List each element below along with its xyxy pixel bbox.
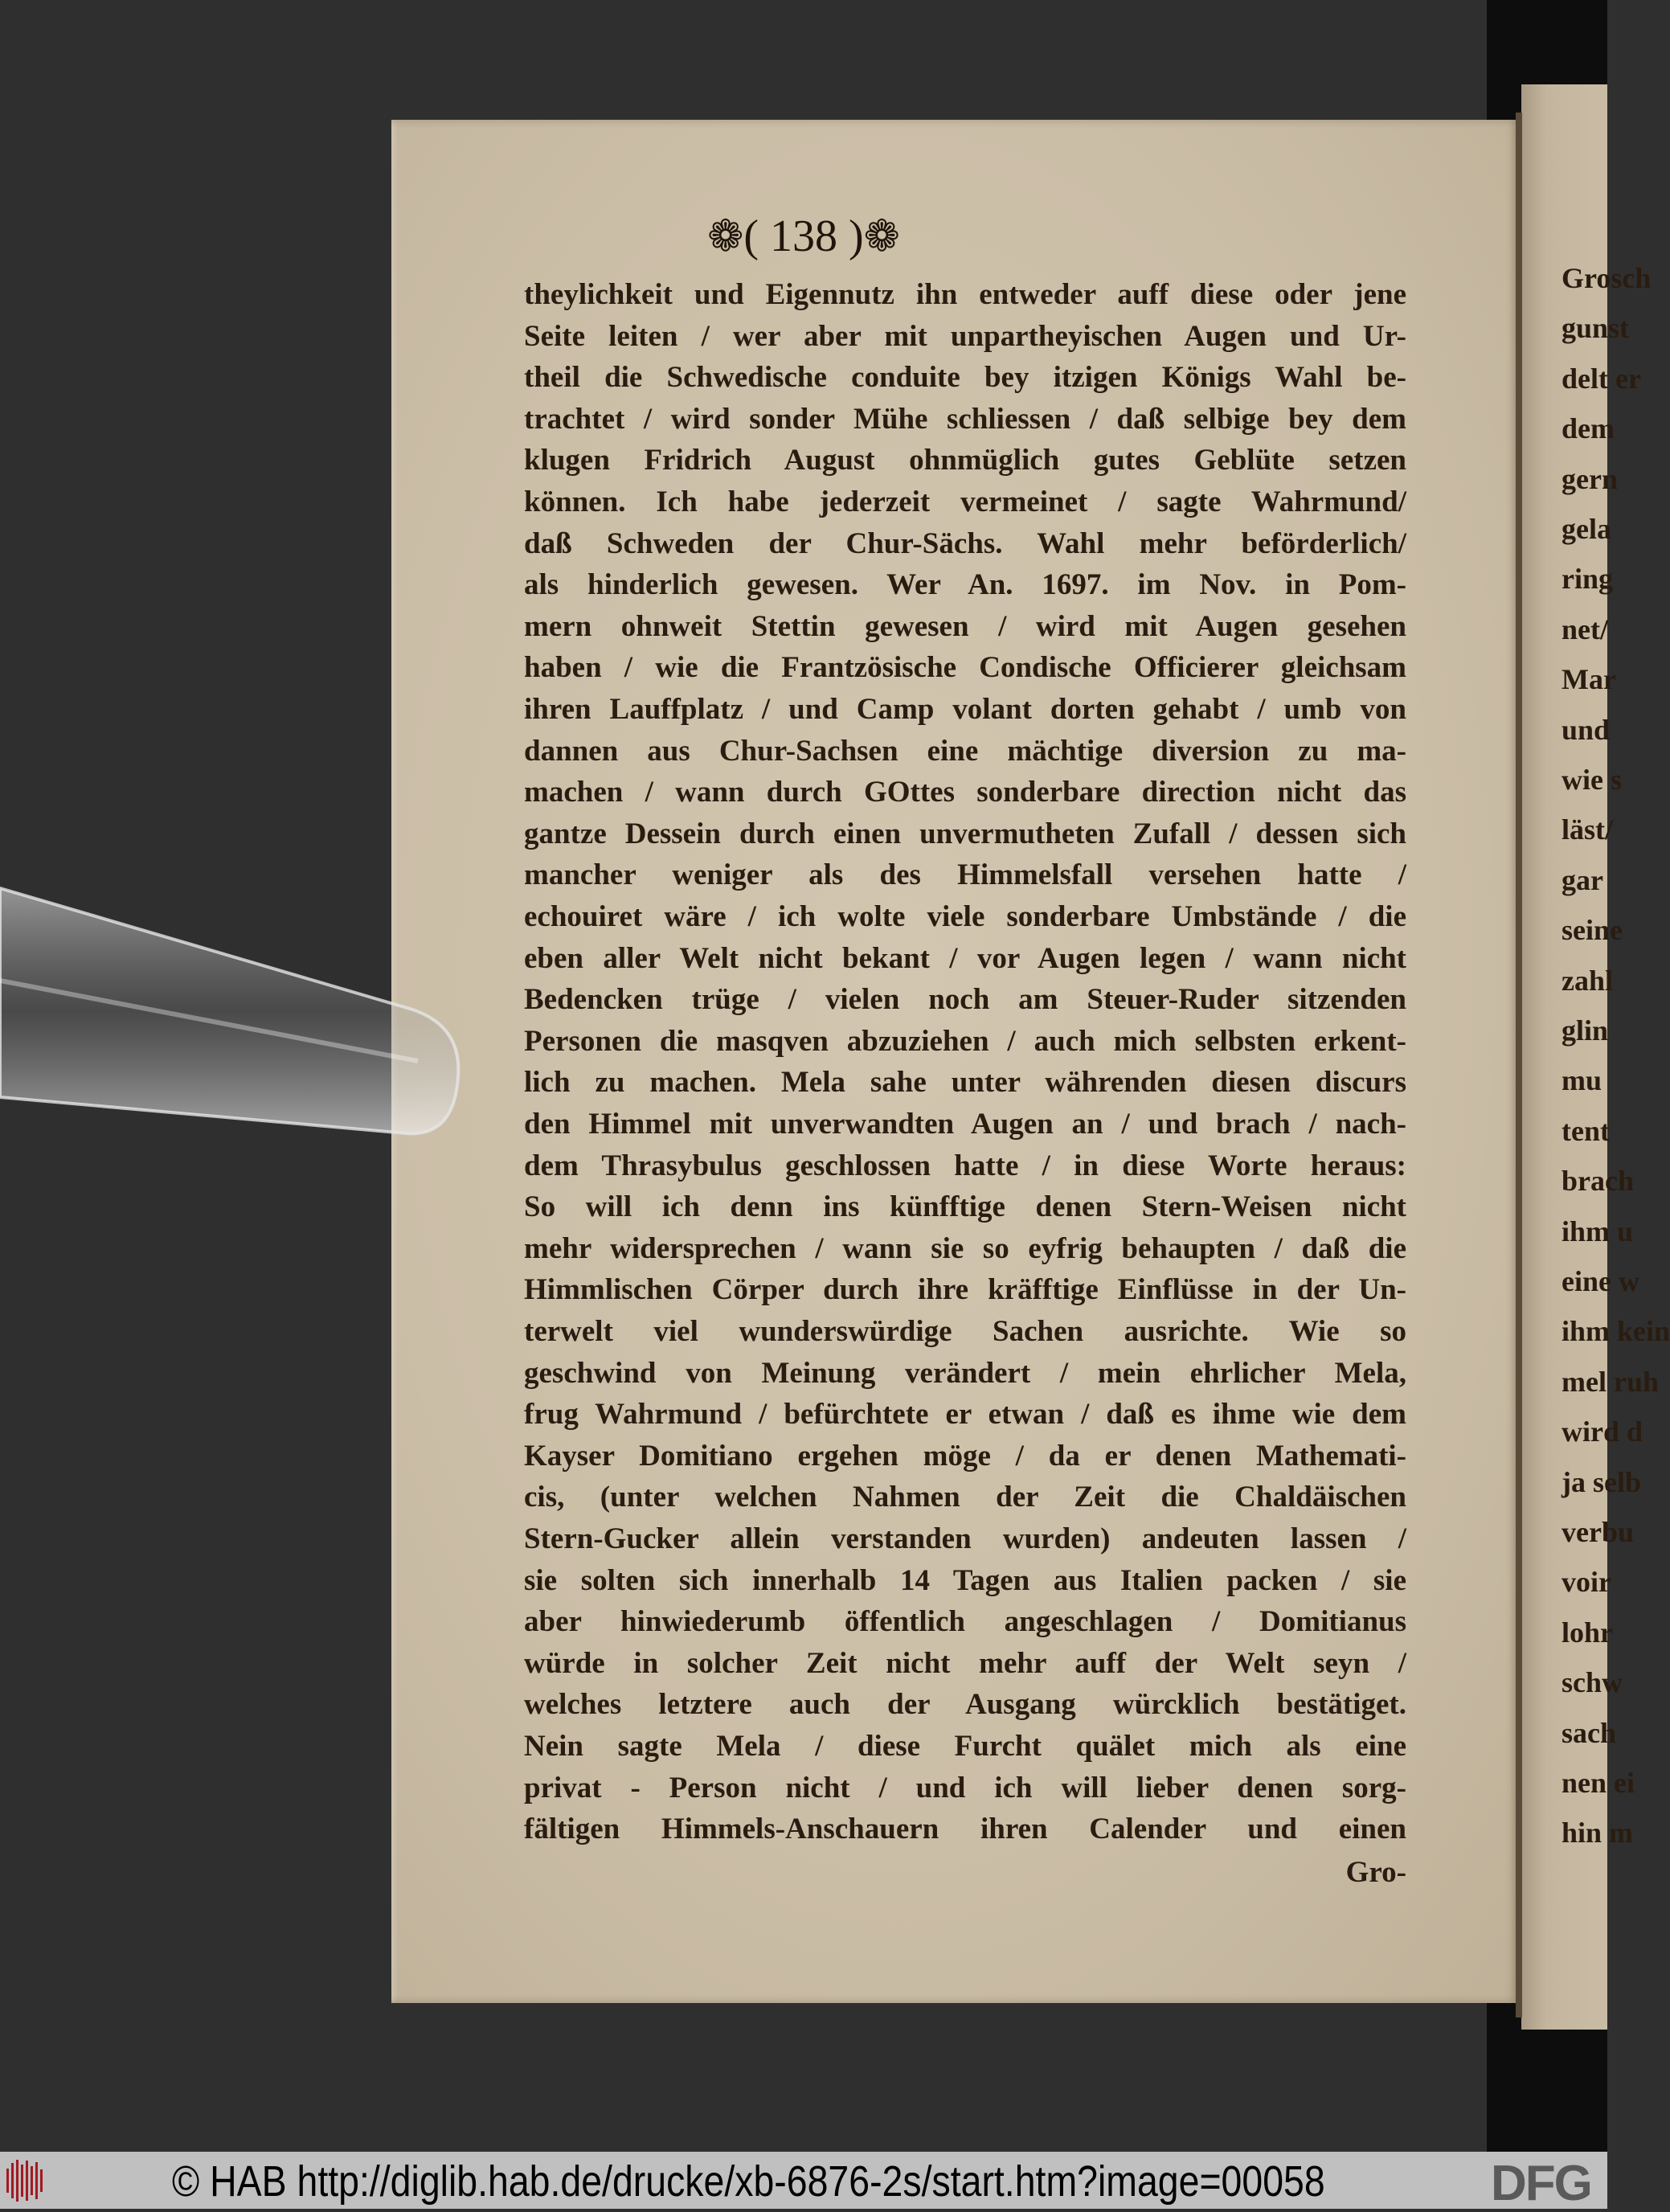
text-line: welches letztere auch der Ausgang würcklich bestätiget. xyxy=(524,1688,1406,1722)
book-spine xyxy=(1516,113,1522,2017)
facing-page-line: läst/ xyxy=(1562,813,1614,846)
facing-page-line: hin m xyxy=(1562,1817,1634,1849)
facing-page-line: gela xyxy=(1562,513,1611,545)
facing-page-line: tent xyxy=(1562,1114,1610,1147)
facing-page-line: delt er xyxy=(1562,362,1641,395)
text-line: eben aller Welt nicht bekant / vor Augen legen / wann nicht xyxy=(524,941,1406,975)
text-line: dem Thrasybulus geschlossen hatte / in diese Worte heraus: xyxy=(524,1149,1406,1182)
ornament-left-icon: ❁ xyxy=(707,212,744,260)
text-line: mern ohnweit Stettin gewesen / wird mit Augen gesehen xyxy=(524,609,1406,643)
text-line: Bedencken trüge / vielen noch am Steuer-Ruder sitzenden xyxy=(524,983,1406,1017)
facing-page-line: glin xyxy=(1562,1014,1609,1047)
text-line: geschwind von Meinung verändert / mein ehrlicher Mela, xyxy=(524,1356,1406,1390)
facing-page-line: nen ei xyxy=(1562,1767,1635,1799)
text-line: daß Schweden der Chur-Sächs. Wahl mehr beförderlich/ xyxy=(524,526,1406,560)
facing-page-line: mu xyxy=(1562,1064,1602,1097)
facing-page-line: schw xyxy=(1562,1666,1623,1699)
facing-page-line: ihm u xyxy=(1562,1215,1634,1247)
facing-page-line: verbu xyxy=(1562,1516,1634,1548)
text-line: trachtet / wird sonder Mühe schliessen / daß selbige bey dem xyxy=(524,402,1406,436)
text-line: können. Ich habe jederzeit vermeinet / sagte Wahrmund/ xyxy=(524,485,1406,518)
text-line: haben / wie die Frantzösische Condische Officierer gleichsam xyxy=(524,651,1406,685)
text-line: terwelt viel wunderswürdige Sachen ausrichte. Wie so xyxy=(524,1315,1406,1348)
page-header xyxy=(0,211,1607,262)
text-line: als hinderlich gewesen. Wer An. 1697. im Nov. in Pom- xyxy=(524,568,1406,602)
text-line: fältigen Himmels-Anschauern ihren Calender und einen xyxy=(524,1813,1406,1846)
facing-page-line: eine w xyxy=(1562,1265,1639,1297)
text-line: aber hinwiederumb öffentlich angeschlagen / Domitianus xyxy=(524,1605,1406,1639)
text-line: So will ich denn ins künfftige denen Stern-Weisen nicht xyxy=(524,1190,1406,1224)
facing-page-line: ring xyxy=(1562,563,1614,596)
text-line: Himmlischen Cörper durch ihre kräfftige Einflüsse in der Un- xyxy=(524,1273,1406,1307)
page-number: ( 138 ) xyxy=(743,211,864,261)
facing-page-line: gunst xyxy=(1562,312,1630,345)
footer-bar xyxy=(0,2152,1607,2209)
facing-page-line: seine xyxy=(1562,914,1623,947)
text-line: Seite leiten / wer aber mit unpartheyischen Augen und Ur- xyxy=(524,319,1406,353)
text-line: machen / wann durch GOttes sonderbare direction nicht das xyxy=(524,776,1406,809)
text-line: frug Wahrmund / befürchtete er etwan / daß es ihme wie dem xyxy=(524,1398,1406,1432)
glass-page-weight xyxy=(0,868,482,1157)
ornament-right-icon: ❁ xyxy=(863,212,900,260)
facing-page-line: mel ruh xyxy=(1562,1365,1659,1398)
text-line: Personen die masqven abzuziehen / auch mich selbsten erkent- xyxy=(524,1024,1406,1058)
facing-page-line: gar xyxy=(1562,863,1603,896)
text-line: Kayser Domitiano ergehen möge / da er denen Mathemati- xyxy=(524,1439,1406,1473)
facing-page-line: lohr xyxy=(1562,1616,1614,1649)
text-line: cis, (unter welchen Nahmen der Zeit die Chaldäischen xyxy=(524,1481,1406,1514)
facing-page-line: net/ xyxy=(1562,612,1608,645)
text-line: mancher weniger als des Himmelsfall versehen hatte / xyxy=(524,858,1406,892)
hab-logo-icon xyxy=(6,2160,45,2202)
copyright-url[interactable]: © HAB http://diglib.hab.de/drucke/xb-6876-2s/start.htm?image=00058 xyxy=(172,2157,1325,2206)
dfg-logo: DFG xyxy=(1491,2156,1591,2211)
facing-page-line: Mar xyxy=(1562,663,1616,696)
text-line: theil die Schwedische conduite bey itzigen Königs Wahl be- xyxy=(524,361,1406,395)
facing-page-line: sach xyxy=(1562,1716,1617,1749)
facing-page-line: wie s xyxy=(1562,764,1622,796)
facing-page-line: gern xyxy=(1562,462,1618,495)
text-line: lich zu machen. Mela sahe unter währenden diesen discurs xyxy=(524,1066,1406,1100)
text-line: gantze Dessein durch einen unvermutheten Zufall / dessen sich xyxy=(524,817,1406,850)
facing-page-line: ja selb xyxy=(1562,1465,1641,1498)
text-line: würde in solcher Zeit nicht mehr auff der Welt seyn / xyxy=(524,1646,1406,1680)
facing-page xyxy=(1521,84,1670,2030)
text-line: Nein sagte Mela / diese Furcht quälet mich als eine xyxy=(524,1730,1406,1763)
facing-page-line: dem xyxy=(1562,412,1615,445)
facing-page-line: ihm kein xyxy=(1562,1315,1670,1348)
facing-page-line: zahl xyxy=(1562,964,1614,997)
facing-page-line: brach xyxy=(1562,1165,1634,1198)
text-line: klugen Fridrich August ohnmüglich gutes Geblüte setzen xyxy=(524,444,1406,477)
text-line: den Himmel mit unverwandten Augen an / und brach / nach- xyxy=(524,1108,1406,1141)
facing-page-line: voir xyxy=(1562,1566,1611,1599)
text-line: mehr widersprechen / wann sie so eyfrig behaupten / daß die xyxy=(524,1231,1406,1265)
facing-page-line: wird d xyxy=(1562,1415,1643,1448)
catchword: Gro- xyxy=(1345,1856,1406,1889)
facing-page-line: Grosch xyxy=(1562,262,1652,294)
text-line: theylichkeit und Eigennutz ihn entweder auff diese oder jene xyxy=(524,278,1406,311)
facing-page-line: und xyxy=(1562,713,1611,746)
text-line: privat - Person nicht / und ich will lieber denen sorg- xyxy=(524,1771,1406,1804)
text-line: Stern-Gucker allein verstanden wurden) andeuten lassen / xyxy=(524,1522,1406,1555)
text-line: ihren Lauffplatz / und Camp volant dorten gehabt / umb von xyxy=(524,693,1406,726)
text-line: dannen aus Chur-Sachsen eine mächtige diversion zu ma- xyxy=(524,734,1406,768)
text-line: echouiret wäre / ich wolte viele sonderbare Umbstände / die xyxy=(524,900,1406,933)
text-line: sie solten sich innerhalb 14 Tagen aus Italien packen / sie xyxy=(524,1563,1406,1597)
